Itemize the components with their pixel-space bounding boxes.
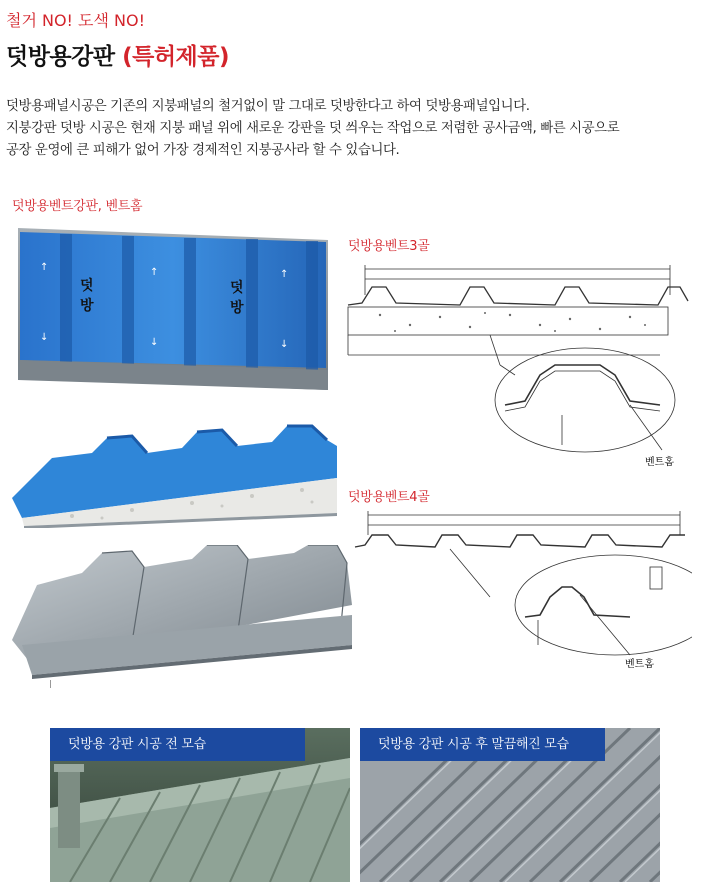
panel-print-char: 방	[230, 300, 244, 316]
svg-text:↑: ↑	[150, 267, 159, 278]
svg-text:↑: ↑	[40, 262, 49, 273]
description	[6, 96, 706, 162]
diagram-vent-3	[340, 255, 692, 470]
description-line: 덧방용패널시공은 기존의 지붕패널의 철거없이 말 그대로 덧방한다고 하여 덧방용패널입니다.	[6, 99, 530, 114]
diagram-vent-4	[340, 505, 692, 675]
title-main: 덧방용강판	[6, 44, 115, 70]
panel-print-char: 덧	[230, 280, 244, 296]
panel-print-char: 방	[80, 298, 94, 314]
product-photo-sandwich-panel	[12, 418, 342, 528]
photo-caption: 덧방용 강판 시공 후 말끔해진 모습	[360, 728, 605, 761]
diagram-label: 덧방용벤트4골	[348, 490, 430, 505]
photo-caption: 덧방용 강판 시공 전 모습	[50, 728, 305, 761]
svg-text:↓: ↓	[40, 332, 49, 343]
svg-text:↓: ↓	[280, 339, 289, 350]
description-line: 공장 운영에 큰 피해가 없어 가장 경제적인 지붕공사라 할 수 있습니다.	[6, 143, 400, 158]
panel-print-char: 덧	[80, 278, 94, 294]
svg-text:↑: ↑	[280, 269, 289, 280]
title-accent: (특허제품)	[122, 44, 230, 70]
diagram-label: 덧방용벤트3골	[348, 239, 430, 254]
description-line: 지붕강판 덧방 시공은 현재 지붕 패널 위에 새로운 강판을 덧 씌우는 작업으로 저렴한 공사금액, 빠른 시공으로	[6, 121, 620, 136]
product-photo-steel-panel	[12, 545, 357, 685]
diagram-callout: 벤트홈	[645, 457, 674, 468]
page-title	[6, 38, 229, 71]
product-section-label: 덧방용벤트강판, 벤트홈	[12, 199, 143, 214]
tagline: 철거 NO! 도색 NO!	[6, 11, 146, 30]
product-photo-blue-panel	[10, 220, 338, 400]
divider-tick	[50, 680, 51, 688]
svg-text:↓: ↓	[150, 337, 159, 348]
diagram-callout: 벤트홈	[625, 659, 654, 670]
